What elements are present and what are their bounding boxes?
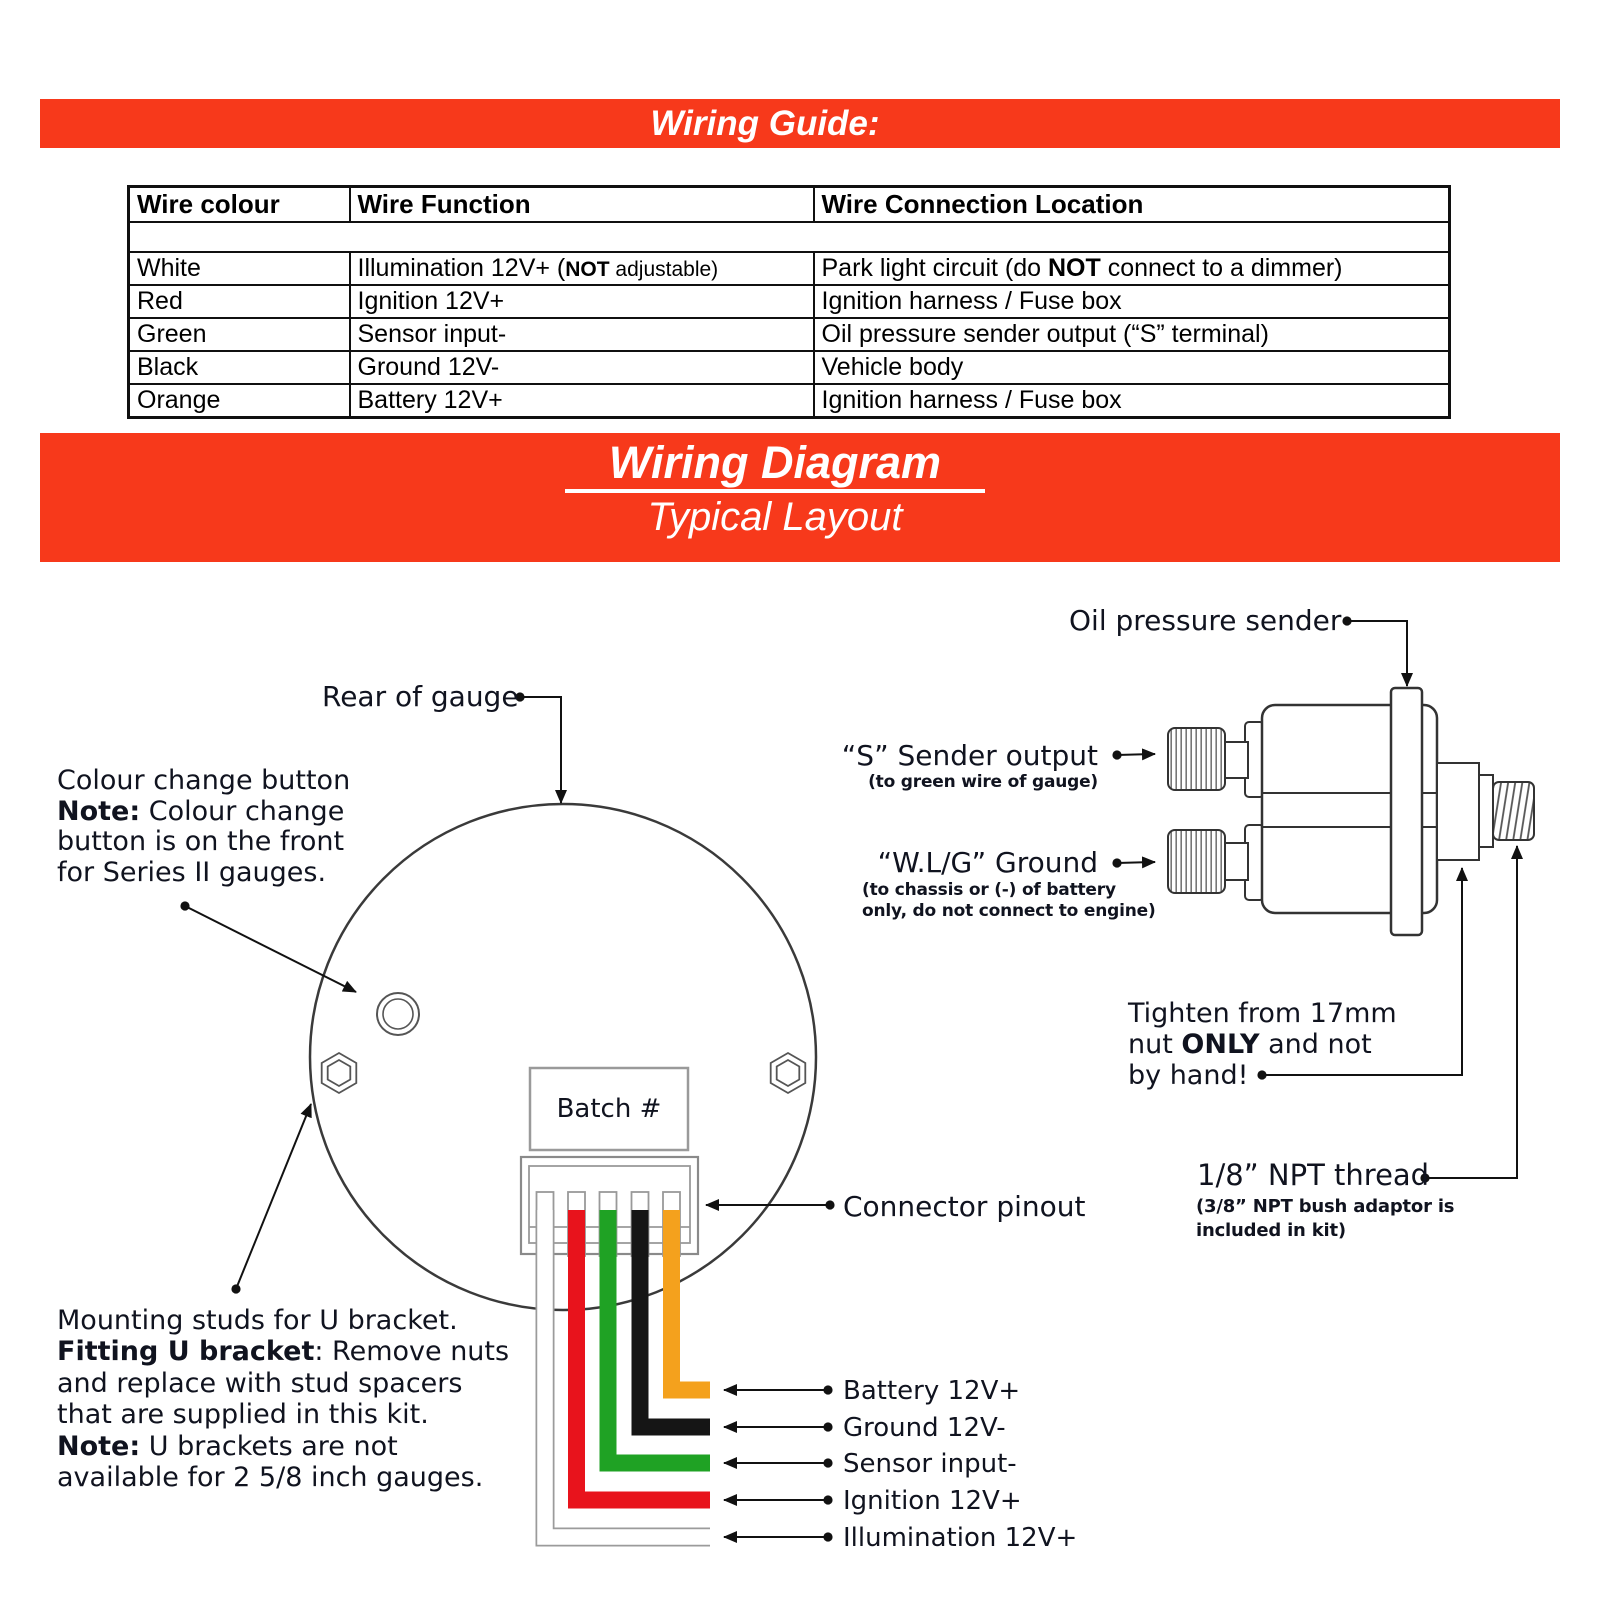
terminal-knurl-top [1168,728,1225,790]
connector-pinout-label: Connector pinout [843,1190,1086,1223]
wlg-ground-label: “W.L/G” Ground [877,846,1098,879]
note-line: Note: Colour change [57,795,345,827]
cell-location: Oil pressure sender output (“S” terminal) [814,318,1450,351]
cell-colour: Green [129,318,350,351]
cell-function: Illumination 12V+ (NOT adjustable) [350,252,814,285]
wlg-ground-sub2: only, do not connect to engine) [862,901,1156,921]
cell-location: Ignition harness / Fuse box [814,285,1450,318]
note-line: Colour change button [57,765,351,796]
header-wire-function: Wire Function [350,187,814,223]
cell-function: Ground 12V- [350,351,814,384]
terminal-knurl-bottom [1168,830,1225,893]
note-line: available for 2 5/8 inch gauges. [57,1462,484,1494]
note-line: and replace with stud spacers [57,1367,463,1399]
cell-colour: White [129,252,350,285]
cell-colour: Red [129,285,350,318]
wiring-diagram-title: Wiring Diagram [608,437,942,488]
note-line: button is on the front [57,826,345,857]
typical-layout-subtitle: Typical Layout [647,495,903,539]
npt-thread-label: 1/8” NPT thread [1197,1158,1430,1192]
thread-base [1479,775,1493,847]
note-line: Note: U brackets are not [57,1430,398,1462]
leader-mounting-studs [236,1104,311,1289]
tighten-note [1128,998,1397,1091]
leader-colour-change-button [185,906,356,992]
colour-change-button-inner [383,999,413,1029]
cell-function: Battery 12V+ [350,384,814,418]
leader-rear-of-gauge [520,697,561,803]
header-wire-location: Wire Connection Location [814,187,1450,223]
npt-thread [1493,782,1534,840]
mounting-stud-left [322,1053,357,1093]
wire-label-battery: Battery 12V+ [843,1376,1021,1406]
header-wire-colour: Wire colour [129,187,350,223]
cell-colour: Black [129,351,350,384]
cell-location: Vehicle body [814,351,1450,384]
note-line: nut ONLY and not [1128,1029,1372,1060]
note-line: for Series II gauges. [57,856,327,888]
wire-label-sensor: Sensor input- [843,1449,1017,1479]
colour-change-note [57,766,350,888]
batch-number-label: Batch # [556,1094,662,1124]
terminal-stem-bottom [1225,843,1248,880]
leader-oil-pressure-sender [1347,621,1407,686]
wiring-guide-title: Wiring Guide: [650,104,880,143]
note-line: by hand! [1128,1060,1249,1091]
terminal-stem-top [1225,742,1248,778]
s-sender-output-sub: (to green wire of gauge) [868,772,1098,792]
note-line: that are supplied in this kit. [57,1399,429,1431]
s-sender-output-label: “S” Sender output [841,739,1098,772]
note-line: Fitting U bracket: Remove nuts [57,1336,510,1368]
mounting-studs-note [57,1305,509,1493]
oil-pressure-sender-drawing [1168,688,1534,935]
note-line: Mounting studs for U bracket. [57,1305,458,1336]
wire-label-ground: Ground 12V- [843,1413,1006,1443]
sender-flange [1391,688,1422,935]
wire-label-ignition: Ignition 12V+ [843,1486,1022,1516]
npt-thread-sub1: (3/8” NPT bush adaptor is [1196,1196,1455,1217]
sender-17mm-nut [1437,763,1479,860]
cell-location: Ignition harness / Fuse box [814,384,1450,418]
cell-function: Ignition 12V+ [350,285,814,318]
wlg-ground-sub1: (to chassis or (-) of battery [862,880,1116,900]
leader-s-sender-output [1117,754,1155,755]
cell-location: Park light circuit (do NOT connect to a dimmer) [814,252,1450,285]
wire-label-illumination: Illumination 12V+ [843,1523,1078,1553]
rear-of-gauge-label: Rear of gauge [322,680,519,713]
mounting-stud-right [771,1053,806,1093]
leader-wlg-ground [1117,862,1155,863]
npt-thread-sub2: included in kit) [1196,1220,1346,1241]
cell-colour: Orange [129,384,350,418]
leader-npt-thread [1425,846,1517,1178]
cell-function: Sensor input- [350,318,814,351]
note-line: Tighten from 17mm [1128,998,1397,1029]
oil-pressure-sender-label: Oil pressure sender [1069,604,1342,637]
